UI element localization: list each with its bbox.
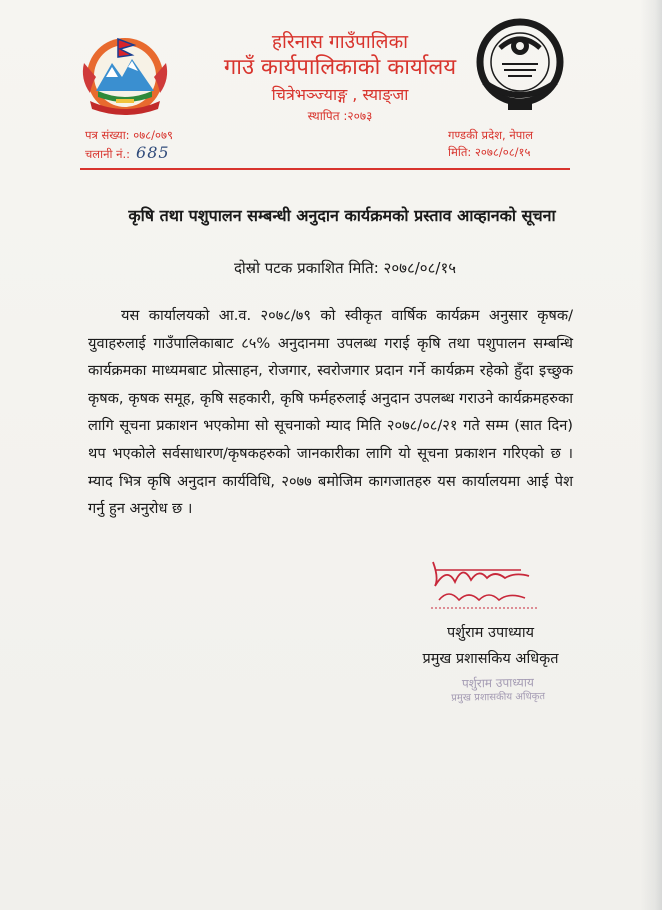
notice-body: यस कार्यालयको आ.व. २०७८/७९ को स्वीकृत वार्षिक कार्यक्रम अनुसार कृषक/युवाहरुलाई गाउँपालिकाबाट ८५% अनुदानमा उपलब्ध गराई कृषि तथा पशुपालन सम्बन्धि कार्यक्रमका माध्यमबाट प्रोत्साहन, रोजगार, स्वरोजगार प्रदान गर्ने कार्यक्रम रहेको हुँदा इच्छुक कृषक, कृषक समूह, कृषि सहकारी, कृषि फर्महरुलाई अनुदान उपलब्ध गराउने कार्यक्रमहरुका लागि सूचना प्रकाशन भएकोमा सो सूचनाको म्याद मिति २०७८/०८/२१ गते सम्म (सात दिन) थप भएकोले सर्वसाधारण/कृषकहरुको जानकारीका लागि यो सूचना प्रकाशन गरिएको छ । म्याद भित्र कृषि अनुदान कार्यविधि, २०७७ बमोजिम कागजातहरु यस कार्यालयमा आई पेश गर्नु हुन अनुरोध छ ।: [88, 307, 573, 518]
stamp-name: पर्शुराम उपाध्याय: [461, 675, 535, 691]
signatory-title: प्रमुख प्रशासकिय अधिकृत: [422, 651, 559, 667]
municipality-name: हरिनास गाउँपालिका: [271, 31, 409, 53]
official-stamp: [428, 675, 568, 705]
chalani-label: चलानी नं.:: [85, 147, 131, 161]
established-year: स्थापित :२०७३: [307, 109, 373, 123]
office-name: गाउँ कार्यपालिकाको कार्यालय: [223, 55, 457, 80]
handwritten-signature-icon: [425, 556, 545, 616]
letterhead-divider: [80, 168, 570, 170]
letter-date: मिति: २०७८/०८/१५: [448, 145, 531, 159]
reference-right: [448, 127, 533, 161]
patra-sankhya: पत्र संख्या: ०७८/०७९: [85, 128, 173, 142]
office-address: चित्रेभञ्ज्याङ्ग , स्याङ्जा: [271, 85, 409, 104]
signatory: [398, 620, 583, 672]
notice-subject: कृषि तथा पशुपालन सम्बन्धी अनुदान कार्यक्रमको प्रस्ताव आव्हानको सूचना: [128, 206, 556, 225]
chalani-value: 685: [136, 143, 170, 162]
republished-date: दोस्रो पटक प्रकाशित मिति: २०७८/०८/१५: [233, 259, 457, 277]
signatory-name: पर्शुराम उपाध्याय: [446, 625, 535, 641]
chalani-number: [85, 144, 173, 163]
reference-left: [85, 127, 173, 163]
province: गण्डकी प्रदेश, नेपाल: [448, 128, 534, 142]
paper-edge-shadow: [640, 0, 662, 910]
stamp-title: प्रमुख प्रशासकीय अधिकृत: [451, 691, 546, 704]
letterhead: [150, 30, 530, 124]
